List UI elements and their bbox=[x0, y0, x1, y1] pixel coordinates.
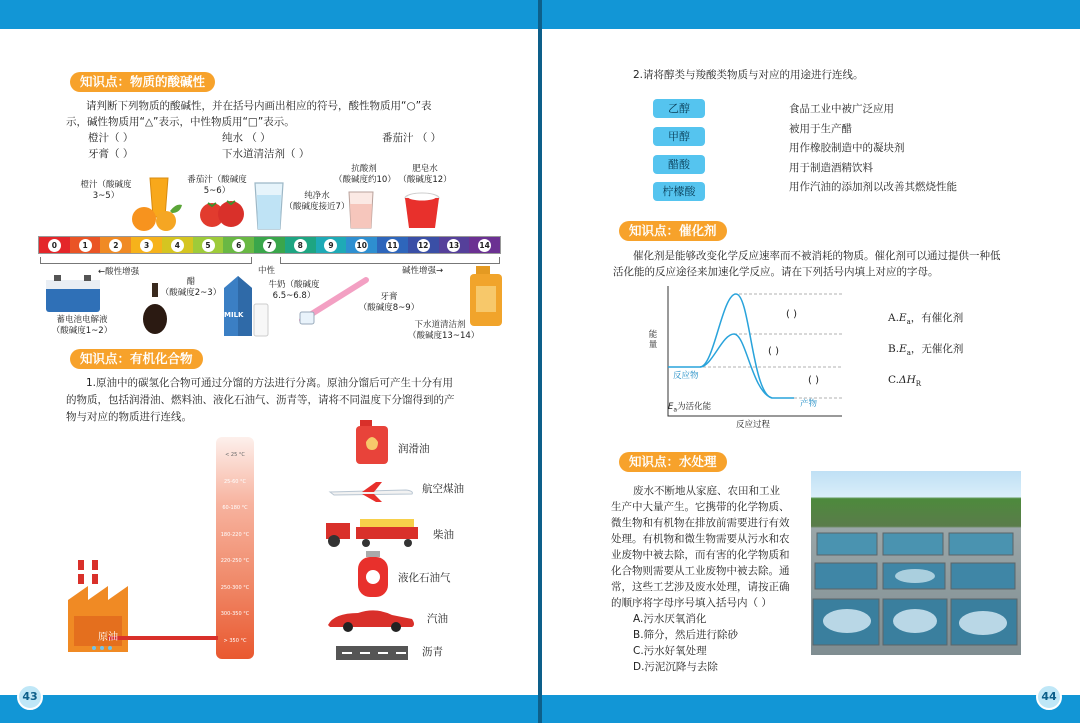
section-tag-acid-base: 知识点：物质的酸碱性 bbox=[70, 72, 215, 92]
treatment-tanks-drawing bbox=[811, 471, 1021, 655]
substance-methanol: 甲醇 bbox=[653, 127, 705, 146]
ph-value: 5 bbox=[202, 239, 215, 252]
catalyst-line-2: 活化能的反应途径来加速化学反应。请在下列括号内填上对应的字母。 bbox=[613, 266, 939, 278]
use-3: 用作橡胶制造中的凝块剂 bbox=[789, 142, 905, 154]
ph-value: 11 bbox=[387, 240, 398, 250]
ph-cell-13 bbox=[439, 237, 470, 253]
use-2: 被用于生产醋 bbox=[789, 123, 852, 135]
bracket-upper: ( ) bbox=[786, 309, 797, 320]
question-orange: 橙汁（ ） bbox=[88, 132, 134, 144]
label-toothpaste: 牙膏 （酸碱度8~9） bbox=[358, 292, 420, 313]
section-tag-organic: 知识点：有机化合物 bbox=[70, 349, 203, 369]
lubricant-can-illustration bbox=[354, 420, 390, 466]
option-b-symbol: E bbox=[899, 343, 907, 355]
ph-value: 2 bbox=[109, 239, 122, 252]
ph-value: 6 bbox=[232, 239, 245, 252]
ph-cell-14 bbox=[469, 237, 500, 253]
option-c-prefix: C. bbox=[888, 374, 899, 386]
ph-cell-2 bbox=[100, 237, 131, 253]
ph-cell-9 bbox=[316, 237, 347, 253]
ph-value: 7 bbox=[263, 239, 276, 252]
water-line-1: 废水不断地从家庭、农田和工业 bbox=[633, 485, 780, 497]
bottom-bar-left bbox=[0, 695, 538, 723]
ph-cell-10 bbox=[346, 237, 377, 253]
refinery-illustration bbox=[66, 556, 226, 656]
temp-level-3: 60-180 °C bbox=[222, 505, 248, 511]
ph-cell-12 bbox=[408, 237, 439, 253]
temp-level-6: 250-300 °C bbox=[220, 585, 250, 591]
bracket-acid bbox=[40, 257, 252, 264]
tomato-illustration bbox=[198, 195, 246, 229]
neutral-label: 中性 bbox=[258, 266, 276, 276]
use-1: 食品工业中被广泛应用 bbox=[789, 103, 894, 115]
water-line-8: 的顺序将字母序号填入括号内（ ） bbox=[611, 597, 772, 609]
option-a bbox=[888, 310, 963, 331]
temp-level-7: 300-350 °C bbox=[220, 611, 250, 617]
question-tomato: 番茄汁 （ ） bbox=[382, 132, 442, 144]
substance-acetic-acid: 醋酸 bbox=[653, 155, 705, 174]
acid-stronger-label: ←酸性增强 bbox=[98, 267, 140, 277]
water-treatment-photo bbox=[811, 471, 1021, 655]
substance-citric-acid: 柠檬酸 bbox=[653, 182, 705, 201]
option-c-symbol: ΔH bbox=[899, 374, 916, 386]
organic-line-3: 物与对应的物质进行连线。 bbox=[66, 411, 192, 423]
ph-value: 3 bbox=[140, 239, 153, 252]
option-a-subscript: a bbox=[906, 318, 911, 327]
milk-carton-text: MILK bbox=[224, 311, 244, 319]
product-label: 产物 bbox=[800, 399, 818, 409]
temp-level-8: > 350 °C bbox=[223, 638, 247, 644]
page-number-right: 44 bbox=[1036, 684, 1062, 710]
drain-cleaner-illustration bbox=[468, 266, 504, 328]
base-stronger-label: 碱性增强→ bbox=[402, 266, 444, 276]
temp-level-2: 25-60 °C bbox=[223, 479, 247, 485]
section-tag-water-treatment: 知识点：水处理 bbox=[619, 452, 727, 472]
section-tag-catalyst: 知识点：催化剂 bbox=[619, 221, 727, 241]
use-5: 用作汽油的添加剂以改善其燃烧性能 bbox=[789, 181, 957, 193]
ph-cell-11 bbox=[377, 237, 408, 253]
ea-note-symbol: E bbox=[668, 402, 674, 412]
label-pure-water: 纯净水 （酸碱度接近7） bbox=[284, 191, 350, 212]
page-number-left: 43 bbox=[17, 684, 43, 710]
ph-value: 12 bbox=[417, 240, 429, 250]
option-a-symbol: E bbox=[898, 312, 907, 324]
soap-bucket-illustration bbox=[402, 190, 442, 232]
orange-juice-illustration bbox=[130, 175, 185, 232]
label-soap-water: 肥皂水 （酸碱度12） bbox=[398, 164, 452, 185]
question-pure-water: 纯水 （ ） bbox=[222, 132, 271, 144]
temp-level-1: < 25 °C bbox=[225, 452, 245, 458]
bracket-base bbox=[280, 257, 500, 264]
asphalt-road-illustration bbox=[336, 646, 408, 660]
substance-ethanol: 乙醇 bbox=[653, 99, 705, 118]
ph-value: 1 bbox=[79, 239, 92, 252]
water-line-4: 处理。有机物和微生物需要从污水和农 bbox=[611, 533, 790, 545]
option-b-prefix: B. bbox=[888, 343, 900, 355]
ph-scale bbox=[38, 236, 501, 254]
ph-value: 13 bbox=[448, 240, 460, 250]
water-option-a: A.污水厌氧消化 bbox=[633, 613, 707, 625]
sports-car-illustration bbox=[324, 605, 418, 633]
option-b-subscript: a bbox=[906, 349, 911, 358]
ph-value: 10 bbox=[356, 240, 367, 250]
intro-line-1: 请判断下列物质的酸碱性，并在括号内画出相应的符号，酸性物质用“○”表 bbox=[86, 100, 432, 112]
option-a-prefix: A. bbox=[888, 312, 899, 324]
ph-value: 9 bbox=[324, 239, 337, 252]
label-milk: 牛奶（酸碱度 6.5~6.8） bbox=[268, 280, 320, 301]
question-drain-cleaner: 下水道清洁剂（ ） bbox=[222, 148, 310, 160]
ph-value: 8 bbox=[294, 239, 307, 252]
product-gasoline: 汽油 bbox=[427, 613, 448, 625]
water-line-6: 化合物则需要从工业废物中被去除。通 bbox=[611, 565, 790, 577]
water-line-2: 生产中大量产生。它携带的化学物质、 bbox=[611, 501, 790, 513]
ph-value: 4 bbox=[171, 239, 184, 252]
water-option-d: D.污泥沉降与去除 bbox=[633, 661, 718, 673]
ph-value: 0 bbox=[48, 239, 61, 252]
option-b bbox=[888, 341, 963, 362]
label-orange-juice: 橙汁（酸碱度 3~5） bbox=[80, 180, 132, 201]
reaction-axis-label: 反应过程 bbox=[736, 420, 771, 430]
bottom-bar-right bbox=[542, 695, 1080, 723]
product-diesel: 柴油 bbox=[433, 529, 454, 541]
option-b-text: ，无催化剂 bbox=[910, 343, 964, 355]
temp-level-4: 180-220 °C bbox=[220, 532, 250, 538]
organic-line-1: 1.原油中的碳氢化合物可通过分馏的方法进行分离。原油分馏后可产生十分有用 bbox=[86, 377, 454, 389]
use-4: 用于制造酒精饮料 bbox=[789, 162, 873, 174]
ph-cell-3 bbox=[131, 237, 162, 253]
intro-line-2: 示，碱性物质用“△”表示，中性物质用“□”表示。 bbox=[66, 116, 295, 128]
label-drain-cleaner: 下水道清洁剂 （酸碱度13~14） bbox=[408, 320, 480, 341]
product-lubricant: 润滑油 bbox=[398, 443, 430, 455]
label-antacid: 抗酸剂 （酸碱度约10） bbox=[334, 164, 396, 185]
book-gutter bbox=[538, 0, 542, 723]
antacid-glass-illustration bbox=[347, 190, 375, 230]
water-line-7: 常，这些工艺涉及废水处理，请按正确 bbox=[611, 581, 790, 593]
gas-cylinder-illustration bbox=[356, 551, 390, 599]
option-c-subscript: R bbox=[915, 380, 922, 389]
bracket-middle: ( ) bbox=[768, 346, 779, 357]
organic-line-2: 的物质，包括润滑油、燃料油、液化石油气、沥青等，请将不同温度下分馏得到的产 bbox=[66, 394, 455, 406]
ph-cell-4 bbox=[162, 237, 193, 253]
ph-cell-1 bbox=[70, 237, 101, 253]
label-battery-acid: 蓄电池电解液 （酸碱度1~2） bbox=[51, 315, 113, 336]
ph-value: 14 bbox=[479, 240, 490, 250]
ph-cell-5 bbox=[193, 237, 224, 253]
energy-axis-label: 能量 bbox=[648, 330, 658, 350]
temp-level-5: 220-250 °C bbox=[220, 558, 250, 564]
crude-oil-label: 原油 bbox=[98, 632, 118, 643]
ph-cell-8 bbox=[285, 237, 316, 253]
activation-energy-note bbox=[668, 402, 711, 416]
energy-diagram bbox=[664, 284, 844, 418]
water-option-b: B.筛分，然后进行除砂 bbox=[633, 629, 739, 641]
water-glass-illustration bbox=[253, 181, 285, 231]
question-toothpaste: 牙膏（ ） bbox=[88, 148, 134, 160]
q2-title: 2.请将醇类与羧酸类物质与对应的用途进行连线。 bbox=[633, 69, 864, 81]
tractor-illustration bbox=[322, 513, 424, 549]
product-lpg: 液化石油气 bbox=[398, 572, 451, 584]
product-jet-fuel: 航空煤油 bbox=[422, 483, 464, 495]
ph-cell-6 bbox=[223, 237, 254, 253]
option-a-text: ，有催化剂 bbox=[910, 312, 964, 324]
battery-illustration bbox=[44, 272, 102, 314]
catalyst-line-1: 催化剂是能够改变化学反应速率而不被消耗的物质。催化剂可以通过提供一种低 bbox=[633, 250, 1001, 262]
bracket-lower: ( ) bbox=[808, 375, 819, 386]
reactant-label: 反应物 bbox=[673, 371, 699, 381]
option-c bbox=[888, 372, 921, 393]
product-asphalt: 沥青 bbox=[422, 646, 443, 658]
water-line-3: 微生物和有机物在排放前需要进行有效 bbox=[611, 517, 790, 529]
ph-cell-7 bbox=[254, 237, 285, 253]
airplane-illustration bbox=[328, 480, 416, 504]
water-option-c: C.污水好氧处理 bbox=[633, 645, 707, 657]
water-line-5: 业废物中被去除，而有害的化学物质和 bbox=[611, 549, 790, 561]
top-bar-left bbox=[0, 0, 538, 29]
ea-note-text: 为活化能 bbox=[677, 402, 712, 412]
label-vinegar: 醋 （酸碱度2~3） bbox=[160, 277, 222, 298]
label-tomato-juice: 番茄汁（酸碱度 5~6） bbox=[187, 175, 247, 196]
ea-note-subscript: a bbox=[673, 406, 678, 414]
top-bar-right bbox=[542, 0, 1080, 29]
ph-cell-0 bbox=[39, 237, 70, 253]
